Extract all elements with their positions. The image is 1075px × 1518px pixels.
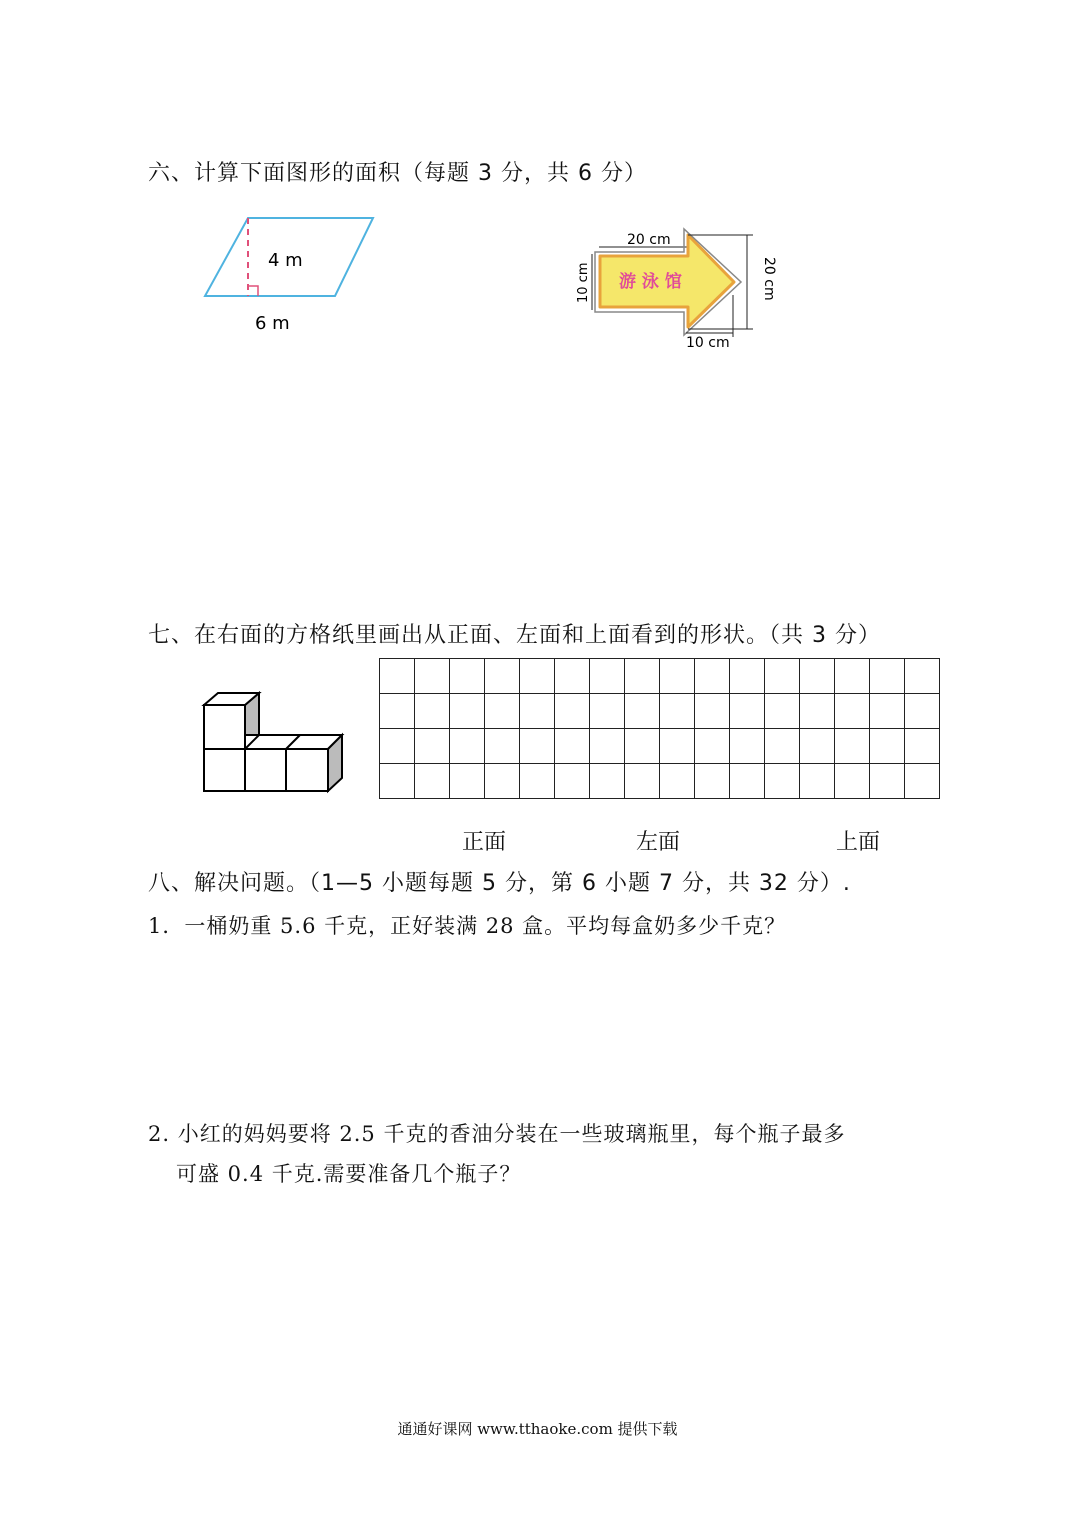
grid-cell[interactable] — [730, 729, 765, 764]
grid-cell[interactable] — [590, 729, 625, 764]
grid-cell[interactable] — [415, 729, 450, 764]
top-dimension-label: 20 cm — [627, 232, 671, 248]
grid-cell[interactable] — [485, 729, 520, 764]
grid-cell[interactable] — [660, 659, 695, 694]
grid-cell[interactable] — [625, 694, 660, 729]
grid-cell[interactable] — [695, 694, 730, 729]
grid-cell[interactable] — [450, 694, 485, 729]
view-label-left: 左面 — [636, 830, 681, 855]
grid-cell[interactable] — [835, 659, 870, 694]
height-label: 4 m — [268, 250, 303, 271]
grid-cell[interactable] — [800, 694, 835, 729]
grid-cell[interactable] — [415, 694, 450, 729]
grid-cell[interactable] — [520, 694, 555, 729]
question-2-line-2: 可盛 0.4 千克.需要准备几个瓶子？ — [176, 1162, 522, 1186]
right-dimension-label: 20 cm — [761, 257, 777, 301]
grid-cell[interactable] — [415, 659, 450, 694]
grid-cell[interactable] — [415, 764, 450, 799]
cube-front-1 — [204, 749, 245, 791]
grid-cell[interactable] — [555, 694, 590, 729]
grid-cell[interactable] — [555, 659, 590, 694]
view-label-top: 上面 — [836, 830, 881, 855]
cube-front-3 — [286, 749, 328, 791]
grid-cell[interactable] — [450, 729, 485, 764]
grid-cell[interactable] — [765, 764, 800, 799]
grid-cell[interactable] — [835, 694, 870, 729]
grid-cell[interactable] — [870, 694, 905, 729]
grid-cell[interactable] — [520, 729, 555, 764]
grid-cell[interactable] — [625, 729, 660, 764]
grid-cell[interactable] — [485, 659, 520, 694]
cube-front-2 — [245, 749, 286, 791]
grid-cell[interactable] — [380, 729, 415, 764]
grid-cell[interactable] — [730, 659, 765, 694]
section-6-title: 六、计算下面图形的面积（每题 3 分，共 6 分） — [148, 161, 647, 186]
grid-cell[interactable] — [590, 694, 625, 729]
footer-credit: 通通好课网 www.tthaoke.com 提供下载 — [397, 1420, 678, 1438]
grid-cell[interactable] — [695, 764, 730, 799]
view-label-front: 正面 — [462, 830, 507, 855]
cube-top-front — [204, 705, 245, 749]
base-label: 6 m — [255, 313, 290, 334]
grid-cell[interactable] — [625, 659, 660, 694]
grid-cell[interactable] — [520, 764, 555, 799]
grid-cell[interactable] — [660, 764, 695, 799]
grid-cell[interactable] — [905, 694, 940, 729]
grid-cell[interactable] — [870, 659, 905, 694]
grid-cell[interactable] — [870, 729, 905, 764]
right-angle-mark — [248, 286, 258, 296]
bottom-dimension-label: 10 cm — [686, 335, 730, 351]
grid-cell[interactable] — [695, 659, 730, 694]
section-8-title: 八、解决问题。（1—5 小题每题 5 分，第 6 小题 7 分，共 32 分）. — [148, 871, 851, 896]
grid-cell[interactable] — [905, 659, 940, 694]
grid-cell[interactable] — [380, 659, 415, 694]
grid-cell[interactable] — [765, 694, 800, 729]
grid-cell[interactable] — [485, 764, 520, 799]
grid-cell[interactable] — [800, 729, 835, 764]
grid-cell[interactable] — [905, 764, 940, 799]
cube-stack-figure — [200, 690, 350, 800]
grid-cell[interactable] — [730, 694, 765, 729]
grid-cell[interactable] — [835, 764, 870, 799]
grid-cell[interactable] — [765, 729, 800, 764]
grid-cell[interactable] — [380, 694, 415, 729]
grid-cell[interactable] — [450, 659, 485, 694]
grid-cell[interactable] — [695, 729, 730, 764]
grid-cell[interactable] — [660, 694, 695, 729]
grid-cell[interactable] — [625, 764, 660, 799]
grid-cell[interactable] — [730, 764, 765, 799]
grid-cell[interactable] — [870, 764, 905, 799]
grid-cell[interactable] — [520, 659, 555, 694]
grid-cell[interactable] — [590, 764, 625, 799]
grid-cell[interactable] — [800, 659, 835, 694]
arrow-sign-figure — [575, 225, 775, 355]
grid-cell[interactable] — [555, 729, 590, 764]
section-7-title: 七、在右面的方格纸里画出从正面、左面和上面看到的形状。（共 3 分） — [148, 623, 881, 648]
grid-paper[interactable] — [379, 658, 940, 799]
arrow-sign-text: 游 泳 馆 — [619, 272, 682, 292]
parallelogram-figure — [195, 210, 385, 340]
question-1: 1．一桶奶重 5.6 千克，正好装满 28 盒。平均每盒奶多少千克？ — [148, 914, 787, 938]
grid-cell[interactable] — [800, 764, 835, 799]
grid-cell[interactable] — [450, 764, 485, 799]
grid-cell[interactable] — [555, 764, 590, 799]
grid-cell[interactable] — [905, 729, 940, 764]
grid-cell[interactable] — [380, 764, 415, 799]
grid-cell[interactable] — [590, 659, 625, 694]
question-2-line-1: 2. 小红的妈妈要将 2.5 千克的香油分装在一些玻璃瓶里，每个瓶子最多 — [148, 1122, 846, 1146]
grid-cell[interactable] — [485, 694, 520, 729]
grid-cell[interactable] — [660, 729, 695, 764]
grid-cell[interactable] — [765, 659, 800, 694]
grid-cell[interactable] — [835, 729, 870, 764]
left-dimension-label: 10 cm — [576, 262, 591, 303]
